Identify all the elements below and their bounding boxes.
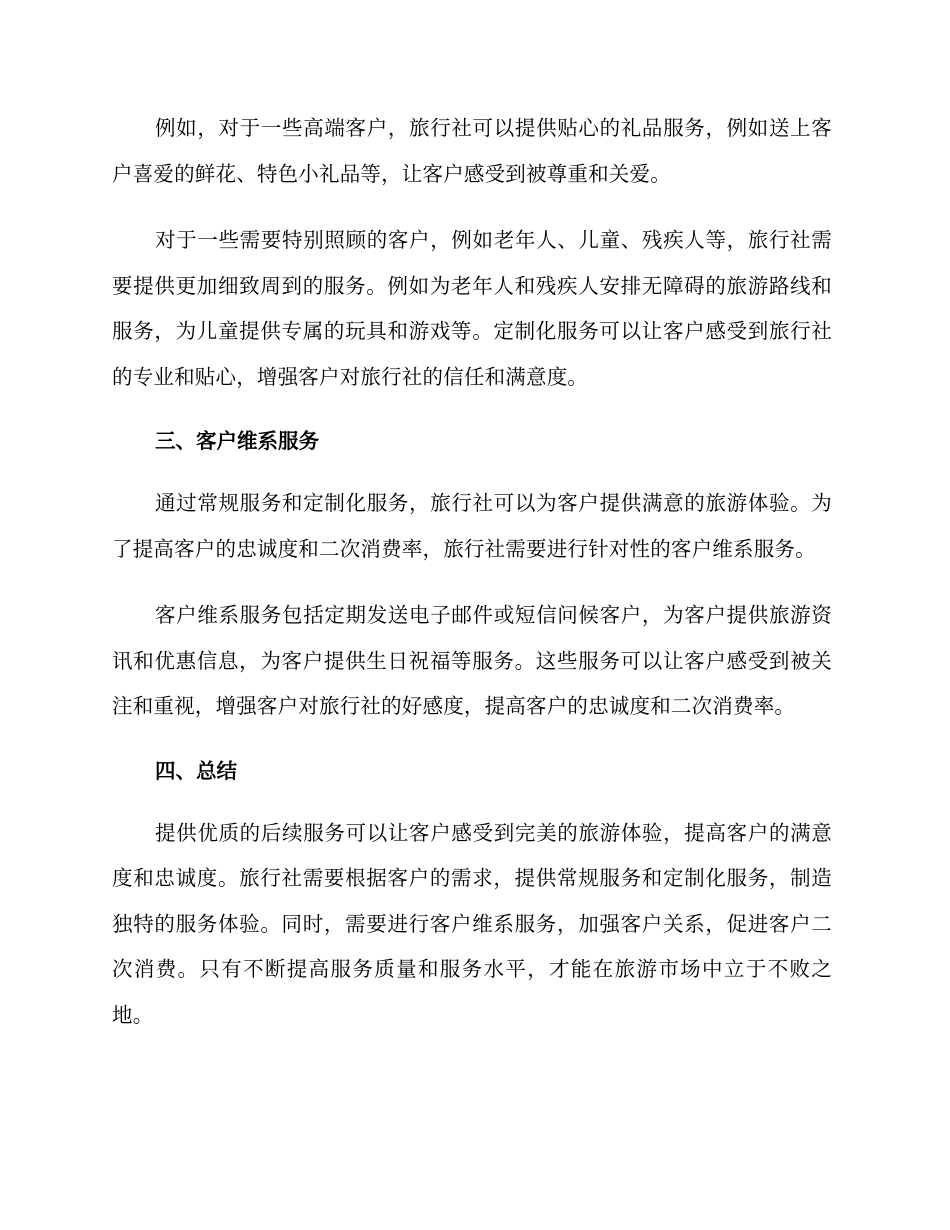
paragraph-summary: 提供优质的后续服务可以让客户感受到完美的旅游体验，提高客户的满意度和忠诚度。旅行社需要根据客户的需求，提供常规服务和定制化服务，制造独特的服务体验。同时，需要进行客户维系服务，加强客户关系，促进客户二次消费。只有不断提高服务质量和服务水平，才能在旅游市场中立于不败之地。 — [112, 820, 832, 1027]
section-heading-customer-retention: 三、客户维系服务 — [155, 429, 319, 453]
section-heading-summary: 四、总结 — [155, 758, 237, 783]
paragraph-special-care: 对于一些需要特别照顾的客户，例如老年人、儿童、残疾人等，旅行社需要提供更加细致周到的服务。例如为老年人和残疾人安排无障碍的旅游路线和服务，为儿童提供专属的玩具和游戏等。定制化服务可以让客户感受到旅行社的专业和贴心，增强客户对旅行社的信任和满意度。 — [112, 228, 832, 389]
document-page — [112, 106, 832, 1059]
paragraph-retention-details: 客户维系服务包括定期发送电子邮件或短信问候客户，为客户提供旅游资讯和优惠信息，为客户提供生日祝福等服务。这些服务可以让客户感受到被关注和重视，增强客户对旅行社的好感度，提高客户的忠诚度和二次消费率。 — [112, 603, 832, 718]
paragraph-retention-intro: 通过常规服务和定制化服务，旅行社可以为客户提供满意的旅游体验。为了提高客户的忠诚度和二次消费率，旅行社需要进行针对性的客户维系服务。 — [112, 491, 832, 561]
paragraph-gift-service: 例如，对于一些高端客户，旅行社可以提供贴心的礼品服务，例如送上客户喜爱的鲜花、特色小礼品等，让客户感受到被尊重和关爱。 — [112, 116, 832, 186]
